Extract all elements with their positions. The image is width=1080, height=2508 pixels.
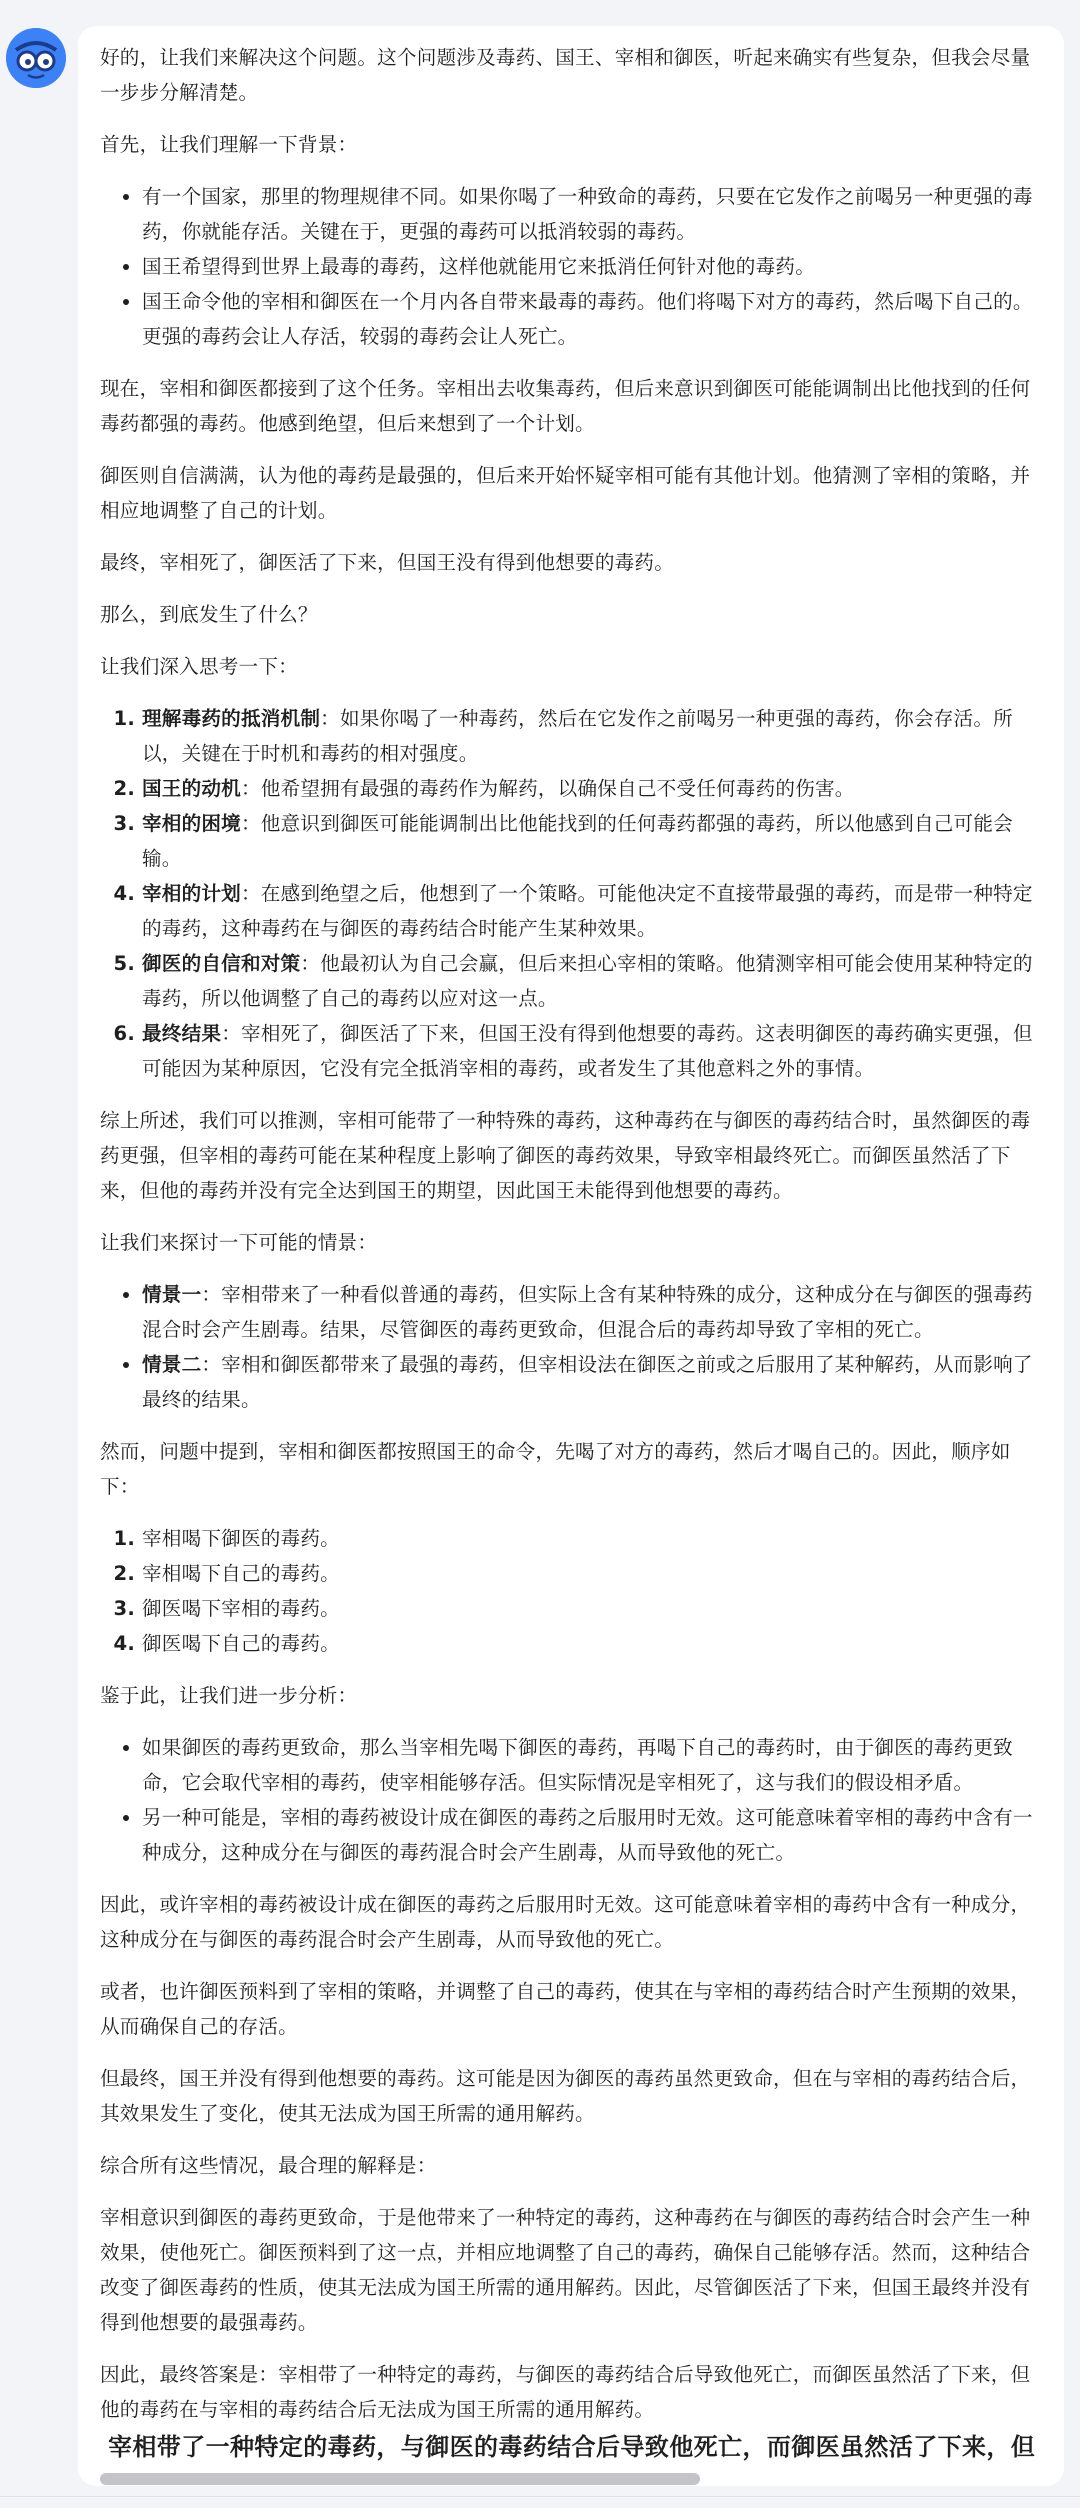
list-item (142, 876, 1044, 946)
list-item: • 如果御医的毒药更致命，那么当宰相先喝下御医的毒药，再喝下自己的毒药时，由于御医的毒药更致命，它会取代宰相的毒药，使宰相能够存活。但实际情况是宰相死了，这与我们的假设相矛盾。 (142, 1730, 1044, 1800)
assistant-message-bubble (78, 26, 1064, 2486)
paragraph: 宰相意识到御医的毒药更致命，于是他带来了一种特定的毒药，这种毒药在与御医的毒药结合时会产生一种效果，使他死亡。御医预料到了这一点，并相应地调整了自己的毒药，确保自己能够存活。然而，这种结合改变了御医毒药的性质，使其无法成为国王所需的通用解药。因此，尽管御医活了下来，但国王最终并没有得到他想要的最强毒药。 (100, 2206, 1031, 2334)
paragraph: 综上所述，我们可以推测，宰相可能带了一种特殊的毒药，这种毒药在与御医的毒药结合时，虽然御医的毒药更强，但宰相的毒药可能在某种程度上影响了御医的毒药效果，导致宰相最终死亡。而御医虽然活了下来，但他的毒药并没有完全达到国王的期望，因此国王未能得到他想要的毒药。 (100, 1109, 1031, 1202)
item-text: ：他意识到御医可能能调制出比他能找到的任何毒药都强的毒药，所以他感到自己可能会输。 (142, 812, 1013, 870)
list-item: 4. 御医喝下自己的毒药。 (142, 1626, 1044, 1661)
paragraph: 让我们来探讨一下可能的情景： (100, 1231, 378, 1254)
item-title: 宰相的计划 (142, 882, 241, 905)
list-item (142, 806, 1044, 876)
list-item: • 国王命令他的宰相和御医在一个月内各自带来最毒的毒药。他们将喝下对方的毒药，然后喝下自己的。更强的毒药会让人存活，较弱的毒药会让人死亡。 (142, 284, 1044, 354)
paragraph: 那么，到底发生了什么？ (100, 603, 318, 626)
paragraph: 但最终，国王并没有得到他想要的毒药。这可能是因为御医的毒药虽然更致命，但在与宰相的毒药结合后，其效果发生了变化，使其无法成为国王所需的通用解药。 (100, 2067, 1031, 2125)
paragraph: 现在，宰相和御医都接到了这个任务。宰相出去收集毒药，但后来意识到御医可能能调制出比他找到的任何毒药都强的毒药。他感到绝望，但后来想到了一个计划。 (100, 377, 1031, 435)
paragraph: 因此，或许宰相的毒药被设计成在御医的毒药之后服用时无效。这可能意味着宰相的毒药中含有一种成分，这种成分在与御医的毒药混合时会产生剧毒，从而导致他的死亡。 (100, 1893, 1031, 1951)
scenario-list (100, 1277, 1044, 1417)
paragraph: 鉴于此，让我们进一步分析： (100, 1684, 358, 1707)
background-list (100, 179, 1044, 354)
item-title: 宰相的困境 (142, 812, 241, 835)
order-list (100, 1521, 1044, 1661)
bot-glasses-icon (6, 28, 66, 88)
paragraph: 因此，最终答案是：宰相带了一种特定的毒药，与御医的毒药结合后导致他死亡，而御医虽然活了下来，但他的毒药在与宰相的毒药结合后无法成为国王所需的通用解药。 (100, 2363, 1031, 2421)
item-text: ：他希望拥有最强的毒药作为解药，以确保自己不受任何毒药的伤害。 (240, 777, 855, 800)
paragraph: 御医则自信满满，认为他的毒药是最强的，但后来开始怀疑宰相可能有其他计划。他猜测了宰相的策略，并相应地调整了自己的计划。 (100, 464, 1031, 522)
paragraph: 或者，也许御医预料到了宰相的策略，并调整了自己的毒药，使其在与宰相的毒药结合时产生预期的效果，从而确保自己的存活。 (100, 1980, 1031, 2038)
item-text: ：在感到绝望之后，他想到了一个策略。可能他决定不直接带最强的毒药，而是带一种特定的毒药，这种毒药在与御医的毒药结合时能产生某种效果。 (142, 882, 1033, 940)
list-item: • 有一个国家，那里的物理规律不同。如果你喝了一种致命的毒药，只要在它发作之前喝另一种更强的毒药，你就能存活。关键在于，更强的毒药可以抵消较弱的毒药。 (142, 179, 1044, 249)
item-title: 理解毒药的抵消机制 (142, 707, 321, 730)
analysis-list (100, 701, 1044, 1086)
item-text: ：宰相带来了一种看似普通的毒药，但实际上含有某种特殊的成分，这种成分在与御医的强毒药混合时会产生剧毒。结果，尽管御医的毒药更致命，但混合后的毒药却导致了宰相的死亡。 (142, 1283, 1033, 1341)
item-text: ：他最初认为自己会赢，但后来担心宰相的策略。他猜测宰相可能会使用某种特定的毒药，所以他调整了自己的毒药以应对这一点。 (142, 952, 1033, 1010)
paragraph: 让我们深入思考一下： (100, 655, 298, 678)
item-title: 最终结果 (142, 1022, 222, 1045)
list-item (142, 946, 1044, 1016)
item-title: 情景一 (142, 1283, 202, 1306)
item-title: 情景二 (142, 1353, 202, 1376)
final-answer-math-block: 宰相带了一种特定的毒药，与御医的毒药结合后导致他死亡，而御医虽然活了下来，但 (108, 2432, 1036, 2461)
list-item (142, 771, 1044, 806)
paragraph: 最终，宰相死了，御医活了下来，但国王没有得到他想要的毒药。 (100, 551, 675, 574)
item-title: 国王的动机 (142, 777, 241, 800)
further-analysis-list (100, 1730, 1044, 1870)
list-item (142, 1016, 1044, 1086)
list-item: • 国王希望得到世界上最毒的毒药，这样他就能用它来抵消任何针对他的毒药。 (142, 249, 1044, 284)
list-item: 2. 宰相喝下自己的毒药。 (142, 1556, 1044, 1591)
list-item: 3. 御医喝下宰相的毒药。 (142, 1591, 1044, 1626)
list-item: 1. 宰相喝下御医的毒药。 (142, 1521, 1044, 1556)
item-text: ：宰相和御医都带来了最强的毒药，但宰相设法在御医之前或之后服用了某种解药，从而影响了最终的结果。 (142, 1353, 1033, 1411)
list-item (142, 1347, 1044, 1417)
list-item: • 另一种可能是，宰相的毒药被设计成在御医的毒药之后服用时无效。这可能意味着宰相的毒药中含有一种成分，这种成分在与御医的毒药混合时会产生剧毒，从而导致他的死亡。 (142, 1800, 1044, 1870)
paragraph: 综合所有这些情况，最合理的解释是： (100, 2154, 437, 2177)
horizontal-scrollbar[interactable] (100, 2473, 700, 2485)
list-item (142, 1277, 1044, 1347)
paragraph: 然而，问题中提到，宰相和御医都按照国王的命令，先喝了对方的毒药，然后才喝自己的。因此，顺序如下： (100, 1440, 1011, 1498)
item-title: 御医的自信和对策 (142, 952, 301, 975)
paragraph: 好的，让我们来解决这个问题。这个问题涉及毒药、国王、宰相和御医，听起来确实有些复杂，但我会尽量一步步分解清楚。 (100, 46, 1031, 104)
paragraph: 首先，让我们理解一下背景： (100, 133, 358, 156)
item-text: ：如果你喝了一种毒药，然后在它发作之前喝另一种更强的毒药，你会存活。所以，关键在于时机和毒药的相对强度。 (142, 707, 1013, 765)
assistant-avatar (6, 28, 66, 88)
item-text: ：宰相死了，御医活了下来，但国王没有得到他想要的毒药。这表明御医的毒药确实更强，但可能因为某种原因，它没有完全抵消宰相的毒药，或者发生了其他意料之外的事情。 (142, 1022, 1033, 1080)
message-content (100, 40, 1044, 2444)
divider (0, 2496, 1080, 2497)
list-item (142, 701, 1044, 771)
